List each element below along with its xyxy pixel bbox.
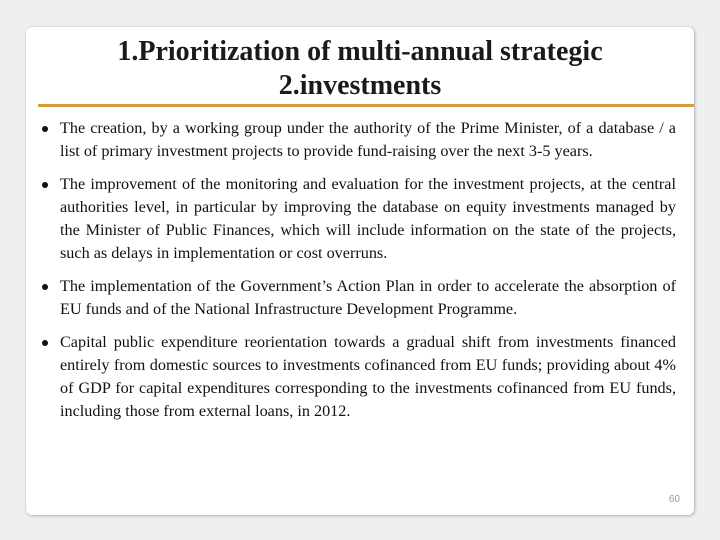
bullet-item (40, 331, 676, 423)
slide-title (40, 35, 680, 103)
bullet-text: The implementation of the Government’s Action Plan in order to accelerate the absorption of EU funds and of the National Infrastructure Development Programme. (60, 277, 676, 318)
bullet-item (40, 275, 676, 321)
slide-card (26, 27, 694, 515)
bullet-item (40, 117, 676, 163)
bullet-text: The creation, by a working group under the authority of the Prime Minister, of a database / a list of primary investment projects to provide fund-raising over the next 3-5 years. (60, 119, 676, 160)
bullet-dot-icon (42, 340, 48, 346)
bullet-text: Capital public expenditure reorientation towards a gradual shift from investments financed entirely from domestic sources to investments cofinanced from EU funds; providing about 4% of GDP for capital expenditures corresponding to the investments cofinanced from EU funds, including those from external loans, in 2012. (60, 333, 676, 420)
bullet-dot-icon (42, 284, 48, 290)
bullet-dot-icon (42, 126, 48, 132)
slide-title-line-1: 1.Prioritization of multi-annual strategic (117, 36, 603, 67)
slide-title-line-2: 2.investments (278, 70, 442, 101)
bullet-dot-icon (42, 182, 48, 188)
bullet-text: The improvement of the monitoring and evaluation for the investment projects, at the central authorities level, in particular by improving the database on equity investments managed by the Minister of Public Finances, which will include information on the state of the projects, such as delays in implementation or cost overruns. (60, 175, 676, 262)
bullet-item (40, 173, 676, 265)
page-number: 60 (668, 494, 680, 505)
bullet-list (40, 117, 676, 433)
title-divider (38, 104, 694, 107)
